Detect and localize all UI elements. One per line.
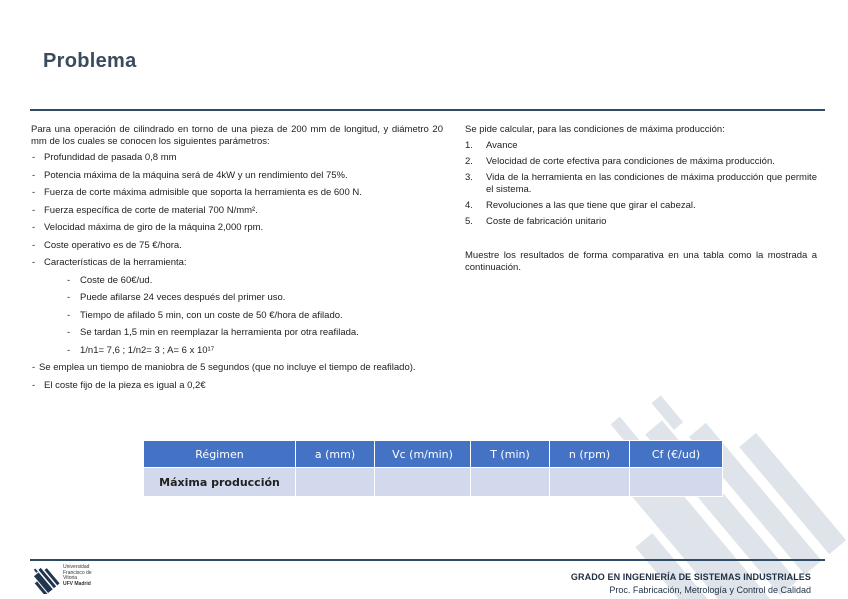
list-item xyxy=(465,200,817,212)
list-item: - Se emplea un tiempo de maniobra de 5 segundos (que no incluye el tiempo de reafilado). xyxy=(31,362,443,374)
question-list xyxy=(465,140,817,228)
logo-line: Francisco de xyxy=(63,569,92,576)
column-header: a (mm) xyxy=(296,441,375,468)
problem-statement xyxy=(31,124,443,397)
item-text: Avance xyxy=(486,140,518,151)
logo-line: UFV Madrid xyxy=(63,580,91,587)
list-item: - Potencia máxima de la máquina será de 4kW y un rendimiento del 75%. xyxy=(31,170,443,182)
footer-divider xyxy=(30,559,825,561)
item-number: 2. xyxy=(465,156,473,167)
university-logo xyxy=(30,564,150,594)
item-number: 4. xyxy=(465,200,473,211)
page-title: Problema xyxy=(43,50,137,72)
item-number: 5. xyxy=(465,216,473,227)
course-footer xyxy=(571,571,811,597)
degree-name: GRADO EN INGENIERÍA DE SISTEMAS INDUSTRIALES xyxy=(570,572,811,582)
item-text: Vida de la herramienta en las condiciones de máxima producción que permite el sistema. xyxy=(486,172,817,195)
table-cell xyxy=(550,468,630,497)
sub-list-item: - Se tardan 1,5 min en reemplazar la herramienta por otra reafilada. xyxy=(31,327,443,339)
table-row xyxy=(144,468,723,497)
table-header-row xyxy=(144,441,723,468)
item-number: 1. xyxy=(465,140,473,151)
ufv-logo-icon xyxy=(30,564,60,594)
list-item xyxy=(465,140,817,152)
table-cell xyxy=(630,468,723,497)
logo-line: Universidad xyxy=(63,564,90,570)
table-cell: Máxima producción xyxy=(144,468,296,497)
table-cell xyxy=(471,468,550,497)
list-item: - Profundidad de pasada 0,8 mm xyxy=(31,152,443,164)
list-item: - Fuerza de corte máxima admisible que soporta la herramienta es de 600 N. xyxy=(31,187,443,199)
list-item: - Características de la herramienta: xyxy=(31,257,443,269)
results-table xyxy=(143,440,723,497)
header-divider xyxy=(30,109,825,111)
table-cell xyxy=(296,468,375,497)
list-item xyxy=(465,156,817,168)
column-header: T (min) xyxy=(471,441,550,468)
questions xyxy=(465,124,817,274)
logo-line: Vitoria xyxy=(63,575,78,582)
sub-list-item: - Puede afilarse 24 veces después del primer uso. xyxy=(31,292,443,304)
list-item xyxy=(465,172,817,196)
list-item: - Fuerza específica de corte de material 700 N/mm². xyxy=(31,205,443,217)
sub-list-item: - 1/n1= 7,6 ; 1/n2= 3 ; A= 6 x 10¹⁷ xyxy=(31,345,443,357)
closing-text: Muestre los resultados de forma comparativa en una tabla como la mostrada a continuación. xyxy=(465,250,817,273)
logo-text xyxy=(63,565,92,587)
column-header: n (rpm) xyxy=(550,441,630,468)
list-item: - Velocidad máxima de giro de la máquina 2,000 rpm. xyxy=(31,222,443,234)
item-text: Revoluciones a las que tiene que girar el cabezal. xyxy=(486,200,696,211)
table-cell xyxy=(375,468,471,497)
questions-intro: Se pide calcular, para las condiciones de máxima producción: xyxy=(465,124,725,135)
column-header: Régimen xyxy=(144,441,296,468)
column-header: Cf (€/ud) xyxy=(630,441,723,468)
item-number: 3. xyxy=(465,172,473,183)
parameter-list xyxy=(31,152,443,392)
item-text: Coste de fabricación unitario xyxy=(486,216,607,227)
sub-list-item: - Coste de 60€/ud. xyxy=(31,275,443,287)
problem-intro: Para una operación de cilindrado en torno de una pieza de 200 mm de longitud, y diámetro 20 mm de los cuales se conocen los siguientes parámetros: xyxy=(31,124,443,147)
list-item: - El coste fijo de la pieza es igual a 0,2€ xyxy=(31,380,443,392)
list-item: - Coste operativo es de 75 €/hora. xyxy=(31,240,443,252)
list-item xyxy=(465,216,817,228)
column-header: Vc (m/min) xyxy=(375,441,471,468)
sub-list-item: - Tiempo de afilado 5 min, con un coste de 50 €/hora de afilado. xyxy=(31,310,443,322)
item-text: Velocidad de corte efectiva para condiciones de máxima producción. xyxy=(486,156,775,167)
course-name: Proc. Fabricación, Metrología y Control de Calidad xyxy=(609,585,811,595)
